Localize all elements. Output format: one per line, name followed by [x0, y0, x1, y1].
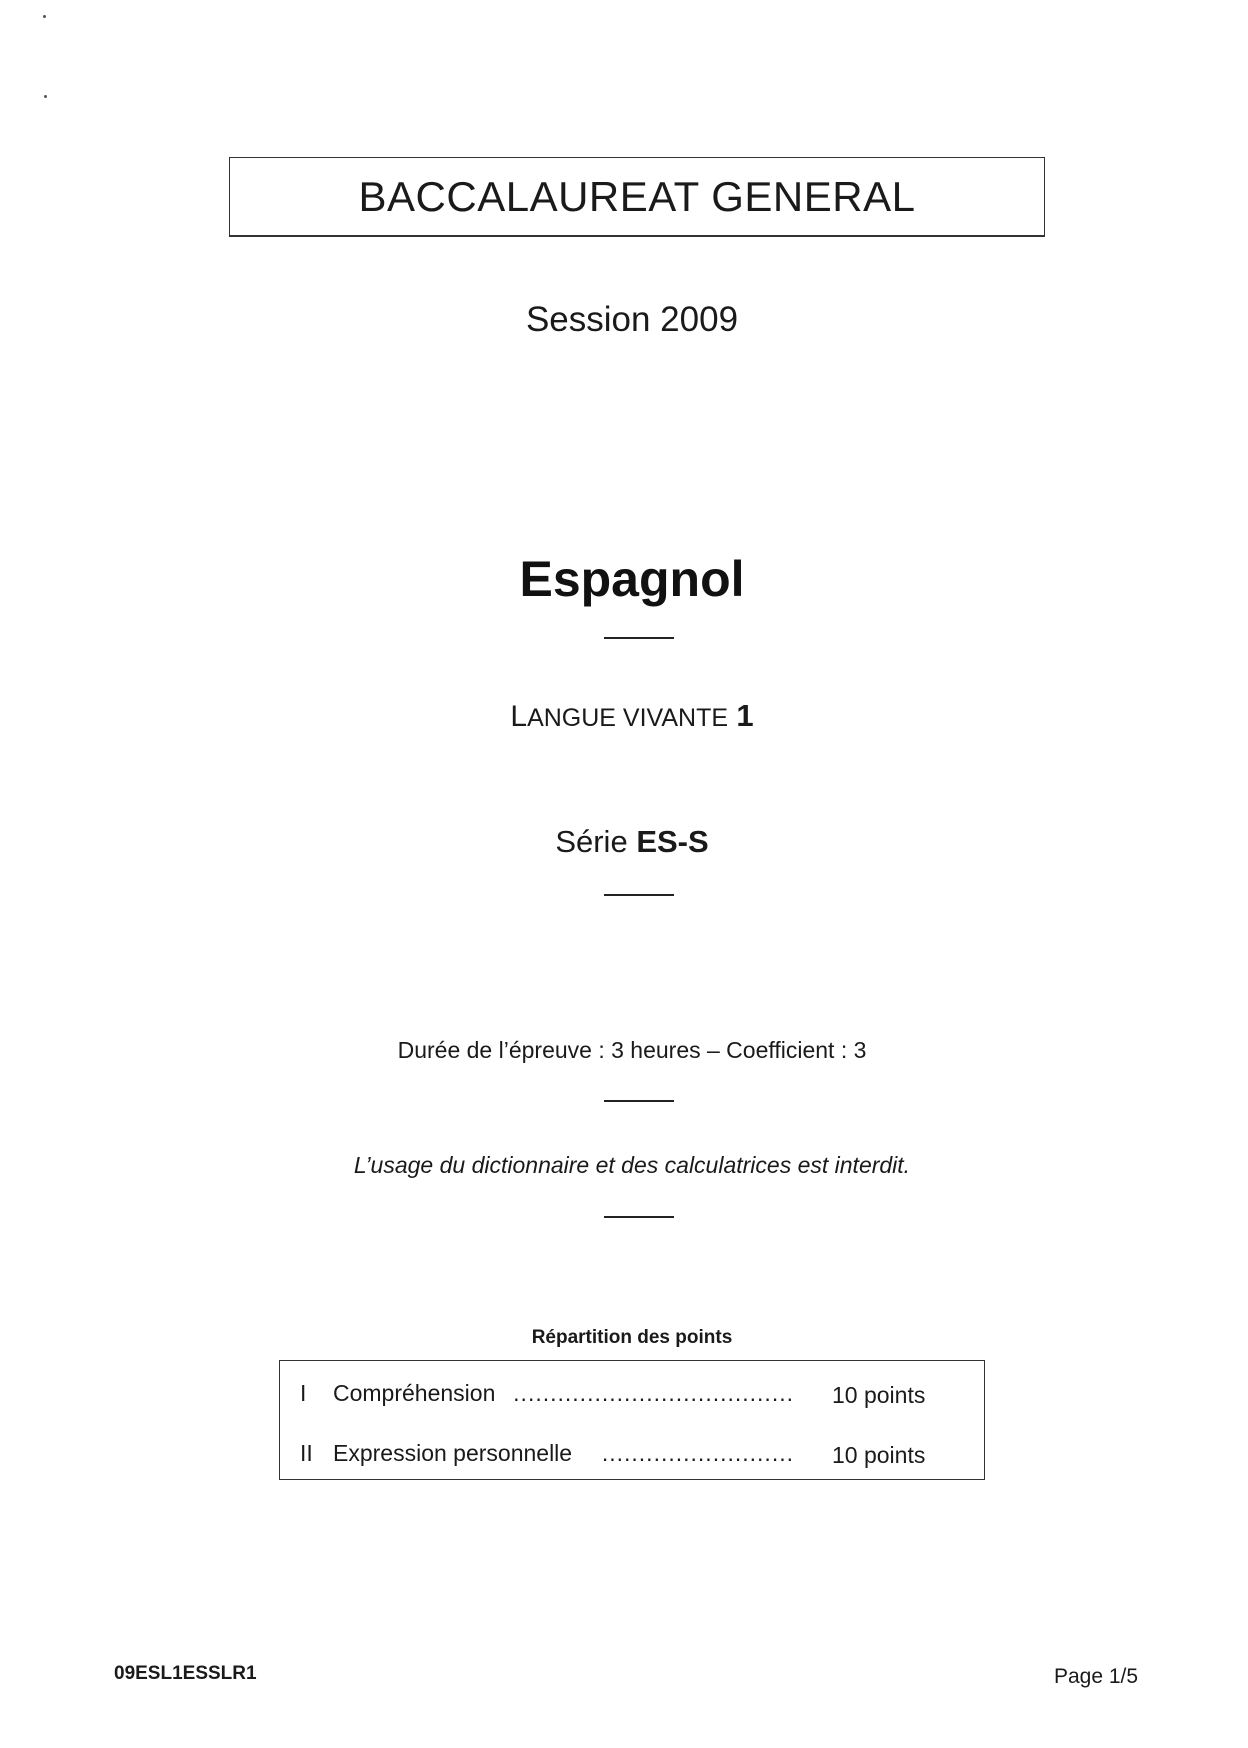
row-dots: ......................................: [513, 1380, 794, 1406]
exam-code: 09ESL1ESSLR1: [114, 1663, 257, 1684]
divider: [604, 1100, 674, 1102]
row-number: I: [300, 1380, 307, 1406]
divider: [604, 894, 674, 896]
row-number: II: [300, 1440, 313, 1466]
scan-speck: [44, 95, 47, 98]
scan-speck: [43, 15, 46, 18]
serie-prefix: Série: [555, 824, 628, 859]
usage-notice: L’usage du dictionnaire et des calculatrices est interdit.: [353, 1152, 911, 1178]
title-box: [229, 157, 1045, 237]
points-table: [279, 1360, 985, 1480]
session-label: Session 2009: [525, 300, 739, 339]
row-points: 10 points: [832, 1382, 926, 1408]
points-row: [280, 1440, 984, 1476]
row-dots: ..........................: [601, 1440, 794, 1466]
subject-title: Espagnol: [519, 551, 745, 607]
serie-value: ES-S: [636, 824, 709, 859]
row-points: 10 points: [832, 1442, 926, 1468]
repartition-title: Répartition des points: [531, 1327, 733, 1348]
row-label: Expression personnelle: [333, 1440, 573, 1466]
divider: [604, 1216, 674, 1218]
exam-title: BACCALAUREAT GENERAL: [358, 172, 916, 220]
exam-duration: Durée de l’épreuve : 3 heures – Coefficient : 3: [397, 1037, 867, 1063]
divider: [604, 637, 674, 639]
langue-prefix-small: ANGUE VIVANTE: [527, 704, 729, 732]
langue-number: 1: [736, 698, 754, 733]
langue-prefix-big: L: [510, 700, 528, 733]
serie: [8, 824, 1248, 860]
points-row: [280, 1380, 984, 1416]
langue-vivante: [8, 698, 1248, 734]
row-label: Compréhension: [333, 1380, 496, 1406]
page-number: Page 1/5: [1054, 1665, 1139, 1688]
